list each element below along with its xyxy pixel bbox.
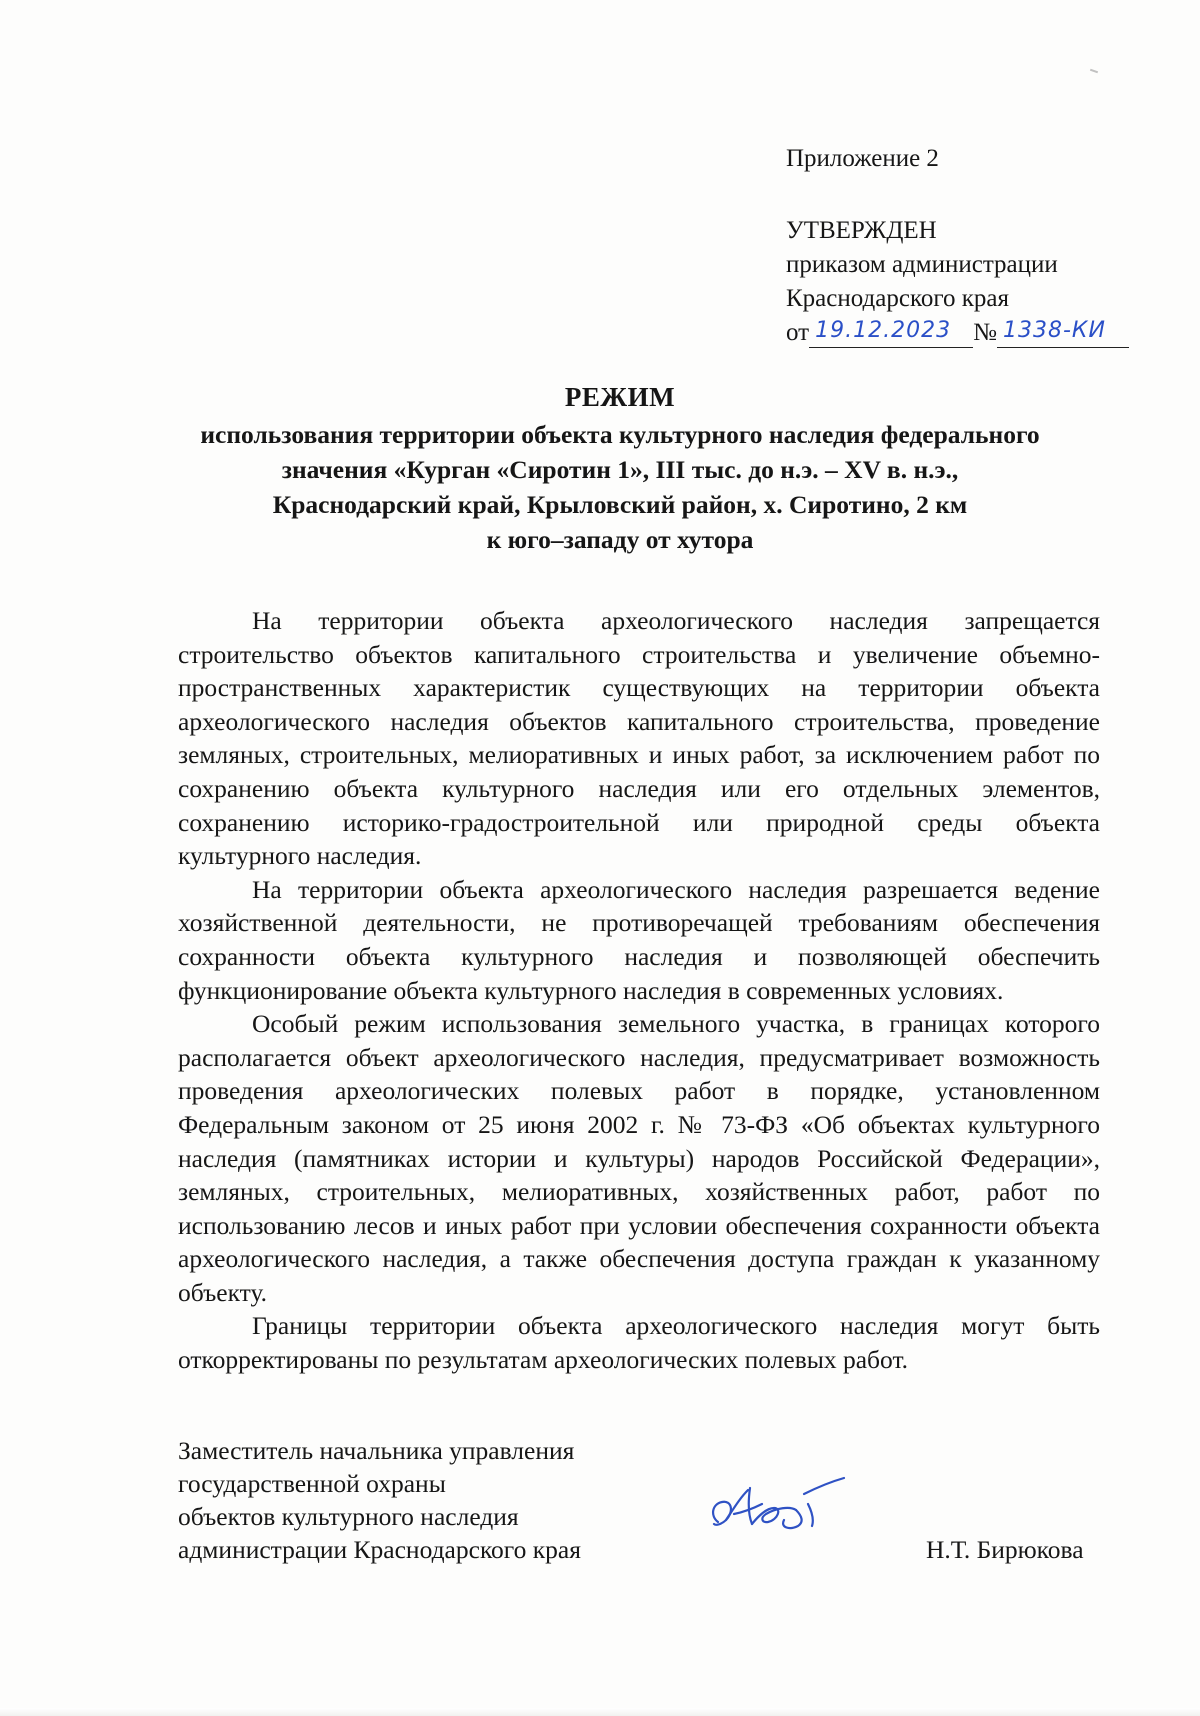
number-prefix: № [973,319,997,346]
position-line-3: объектов культурного наследия [178,1502,519,1531]
number-field [997,320,1129,348]
page-bottom-edge [0,1708,1200,1716]
title-line-1: использования территории объекта культурного наследия федерального [200,420,1040,449]
document-body [178,604,1100,1377]
approval-line-1: приказом администрации [786,251,1058,278]
position-line-1: Заместитель начальника управления [178,1436,575,1465]
handwritten-number: 1338-КИ [1002,318,1106,343]
paragraph-permissions: На территории объекта археологического наследия разрешается ведение хозяйственной деятельности, не противоречащей требованиям обеспечения сохранности объекта культурного наследия и позволяющей обеспечить функционирование объекта культурного наследия в современных условиях. [178,874,1100,1005]
handwritten-date: 19.12.2023 [815,318,952,343]
title-line-3: Краснодарский край, Крыловский район, х. Сиротино, 2 км [272,490,968,519]
document-title [160,380,1080,557]
title-main: РЕЖИМ [564,382,676,412]
approval-date-line [786,316,1129,350]
date-prefix: от [786,319,810,346]
signer-name: Н.Т. Бирюкова [926,1535,1084,1564]
scan-speck [1090,69,1098,74]
paragraph-boundaries: Границы территории объекта археологического наследия могут быть откорректированы по результатам археологических полевых работ. [178,1311,1100,1375]
date-field [809,320,973,348]
approved-heading: УТВЕРЖДЕН [786,217,937,244]
title-line-4: к юго–западу от хутора [486,525,754,554]
handwritten-signature-icon [704,1468,854,1538]
position-line-4: администрации Краснодарского края [178,1535,581,1564]
appendix-label: Приложение 2 [786,145,939,172]
signatory-position [178,1434,581,1566]
paragraph-special-regime: Особый режим использования земельного участка, в границах которого располагается объект археологического наследия, предусматривает возможность проведения археологических полевых работ в порядке, установленном Федеральным законом от 25 июня 2002 г. № 73-ФЗ «Об объектах культурного наследия (памятниках истории и культуры) народов Российской Федерации», земляных, строительных, мелиоративных, хозяйственных работ, работ по использованию лесов и иных работ при условии обеспечения сохранности объекта археологического наследия, а также обеспечения доступа граждан к указанному объекту. [178,1009,1100,1307]
approval-line-2: Краснодарского края [786,285,1009,312]
position-line-2: государственной охраны [178,1469,446,1498]
title-subtitle [160,417,1080,557]
title-line-2: значения «Курган «Сиротин 1», III тыс. до н.э. – XV в. н.э., [281,455,959,484]
paragraph-prohibitions: На территории объекта археологического наследия запрещается строительство объектов капитального строительства и увеличение объемно-пространственных характеристик существующих на территории объекта археологического наследия объектов капитального строительства, проведение земляных, строительных, мелиоративных и иных работ, за исключением работ по сохранению объекта культурного наследия или его отдельных элементов, сохранению историко-градостроительной или природной среды объекта культурного наследия. [178,606,1100,871]
approval-block [786,214,1129,350]
